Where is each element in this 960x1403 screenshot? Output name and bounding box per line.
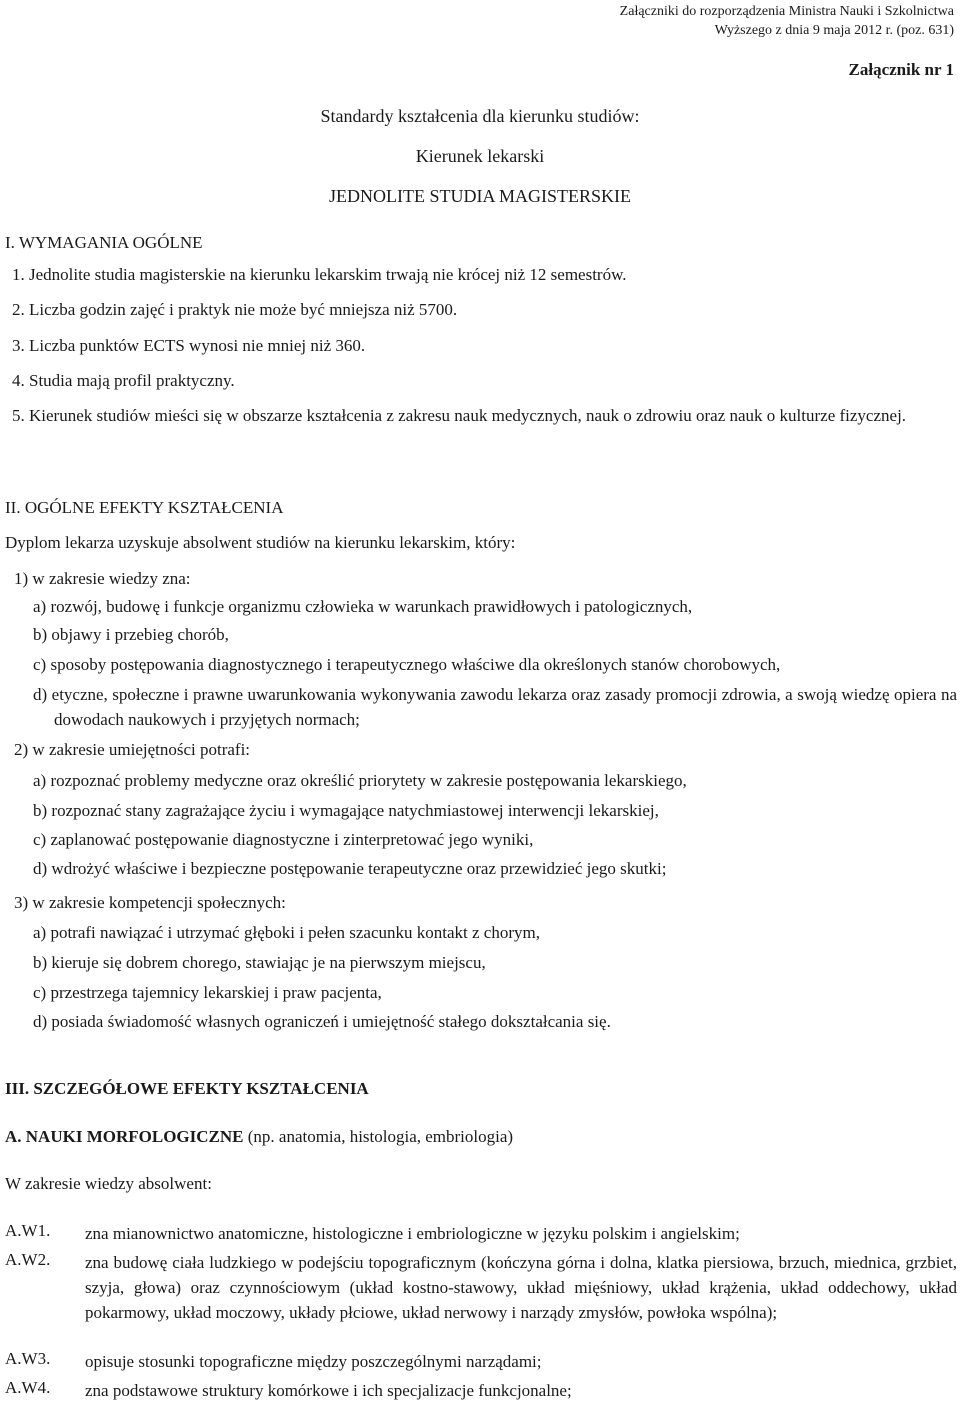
subsection-heading <box>5 1127 513 1147</box>
list-item: c) przestrzega tajemnicy lekarskiej i praw pacjenta, <box>33 983 382 1002</box>
section-2-intro: Dyplom lekarza uzyskuje absolwent studiów na kierunku lekarskim, który: <box>5 533 516 552</box>
list-item: b) kieruje się dobrem chorego, stawiając je na pierwszym miejscu, <box>33 953 486 972</box>
requirement-item: 2. Liczba godzin zajęć i praktyk nie może być mniejsza niż 5700. <box>12 300 458 319</box>
list-item: c) zaplanować postępowanie diagnostyczne i zinterpretować jego wyniki, <box>33 830 534 849</box>
requirement-item: 5. Kierunek studiów mieści się w obszarze kształcenia z zakresu nauk medycznych, nauk o zdrowiu oraz nauk o kulturze fizycznej. <box>12 406 907 425</box>
outcome-text: zna podstawowe struktury komórkowe i ich specjalizacje funkcjonalne; <box>85 1381 572 1400</box>
outcome-code: A.W3. <box>5 1349 51 1368</box>
field-title: Kierunek lekarski <box>415 146 545 166</box>
subsection-intro: W zakresie wiedzy absolwent: <box>5 1174 212 1193</box>
knowledge-group-label: 1) w zakresie wiedzy zna: <box>14 569 191 588</box>
study-type-title: JEDNOLITE STUDIA MAGISTERSKIE <box>329 186 631 206</box>
section-3-heading: III. SZCZEGÓŁOWE EFEKTY KSZTAŁCENIA <box>5 1079 369 1098</box>
requirement-item: 1. Jednolite studia magisterskie na kierunku lekarskim trwają nie krócej niż 12 semestrów. <box>12 265 627 284</box>
outcome-text: opisuje stosunki topograficzne między poszczególnymi narządami; <box>85 1352 542 1371</box>
list-item: b) objawy i przebieg chorób, <box>33 625 229 644</box>
skills-group-label: 2) w zakresie umiejętności potrafi: <box>14 740 251 759</box>
list-item: d) posiada świadomość własnych ograniczeń i umiejętność stałego dokształcania się. <box>33 1012 611 1031</box>
list-item: b) rozpoznać stany zagrażające życiu i wymagające natychmiastowej interwencji lekarskiej, <box>33 801 659 820</box>
section-1-heading: I. WYMAGANIA OGÓLNE <box>5 233 203 252</box>
list-item: d) wdrożyć właściwe i bezpieczne postępowanie terapeutyczne oraz przewidzieć jego skutki; <box>33 859 667 878</box>
competence-group-label: 3) w zakresie kompetencji społecznych: <box>14 893 286 912</box>
header-line-2: Wyższego z dnia 9 maja 2012 r. (poz. 631) <box>714 23 954 38</box>
list-item: a) potrafi nawiązać i utrzymać głęboki i pełen szacunku kontakt z chorym, <box>33 923 540 942</box>
header-line-1: Załączniki do rozporządzenia Ministra Nauki i Szkolnictwa <box>619 4 954 19</box>
list-item: c) sposoby postępowania diagnostycznego i terapeutycznego właściwe dla określonych stanów chorobowych, <box>33 655 781 674</box>
subsection-title: A. NAUKI MORFOLOGICZNE <box>5 1127 244 1146</box>
page-title: Standardy kształcenia dla kierunku studiów: <box>320 106 640 126</box>
outcome-code: A.W1. <box>5 1221 51 1240</box>
outcome-text: zna mianownictwo anatomiczne, histologiczne i embriologiczne w języku polskim i angielskim; <box>85 1224 740 1243</box>
subsection-note: (np. anatomia, histologia, embriologia) <box>243 1127 514 1146</box>
requirement-item: 3. Liczba punktów ECTS wynosi nie mniej niż 360. <box>12 336 366 355</box>
outcome-text: zna budowę ciała ludzkiego w podejściu topograficznym (kończyna górna i dolna, klatka piersiowa, brzuch, miednica, grzbiet, szyja, głowa) oraz czynnościowym (układ kostno-stawowy, układ mięśniowy, układ krążenia, układ oddechowy, układ pokarmowy, układ moczowy, układy płciowe, układ nerwowy i narządy zmysłów, powłoka wspólna); <box>85 1253 957 1322</box>
list-item: d) etyczne, społeczne i prawne uwarunkowania wykonywania zawodu lekarza oraz zasady promocji zdrowia, a swoją wiedzę opiera na dowodach naukowych i przyjętych normach; <box>33 685 957 729</box>
section-2-heading: II. OGÓLNE EFEKTY KSZTAŁCENIA <box>5 498 284 517</box>
outcome-code: A.W4. <box>5 1378 51 1397</box>
list-item: a) rozpoznać problemy medyczne oraz określić priorytety w zakresie postępowania lekarskiego, <box>33 771 687 790</box>
requirement-item: 4. Studia mają profil praktyczny. <box>12 371 235 390</box>
annex-label: Załącznik nr 1 <box>848 60 954 79</box>
list-item: a) rozwój, budowę i funkcje organizmu człowieka w warunkach prawidłowych i patologicznych, <box>33 597 693 616</box>
outcome-code: A.W2. <box>5 1250 51 1269</box>
